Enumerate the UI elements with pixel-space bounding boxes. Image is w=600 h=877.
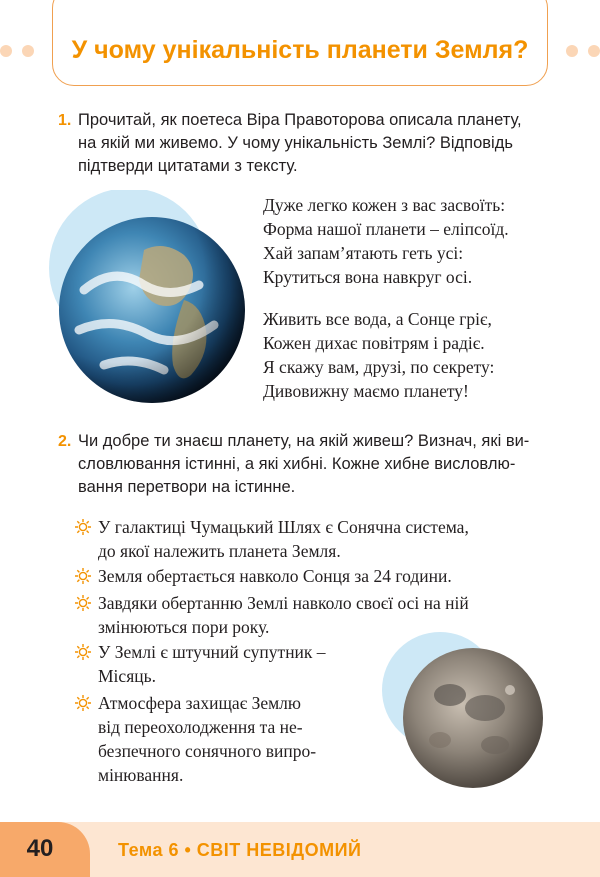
task-2-line: вання перетвори на істинне. — [78, 478, 296, 496]
earth-illustration — [34, 190, 254, 410]
task-2-line: словлювання істинні, а які хибні. Кожне хибне висловлю- — [78, 455, 516, 473]
statement-line: змінюються пори року. — [98, 617, 270, 637]
statement-line: Атмосфера захищає Землю — [98, 693, 301, 713]
page-title: У чому унікальність планети Земля? — [71, 36, 529, 64]
sun-icon — [74, 518, 92, 536]
decor-dot — [0, 45, 12, 57]
moon-illustration — [370, 630, 560, 790]
statement-1 — [98, 515, 469, 563]
task-1-line: Прочитай, як поетеса Віра Правоторова описала планету, — [78, 111, 522, 129]
statement-line: до якої належить планета Земля. — [98, 541, 341, 561]
statement-line: мінювання. — [98, 765, 184, 785]
statement-2 — [98, 564, 452, 588]
statement-line: безпечного сонячного випро- — [98, 741, 317, 761]
task-2-text — [78, 430, 588, 499]
decor-dot — [566, 45, 578, 57]
task-1-line: на якій ми живемо. У чому унікальність Землі? Відповідь — [78, 134, 513, 152]
statement-line: Земля обертається навколо Сонця за 24 години. — [98, 566, 452, 586]
moon-crater — [505, 685, 515, 695]
moon-crater — [429, 732, 451, 748]
task-2-line: Чи добре ти знаєш планету, на якій живеш? Визнач, які ви- — [78, 432, 530, 450]
statement-line: від переохолодження та не- — [98, 717, 303, 737]
poem-line: Хай запам’ятають геть усі: — [263, 243, 464, 263]
poem-line: Крутиться вона навкруг осі. — [263, 267, 473, 287]
statement-line: У галактиці Чумацький Шлях є Сонячна система, — [98, 517, 469, 537]
poem-line: Кожен дихає повітрям і радіє. — [263, 333, 485, 353]
moon-crater — [481, 736, 509, 754]
poem — [263, 193, 593, 403]
statement-line: Завдяки обертанню Землі навколо своєї осі на ній — [98, 593, 469, 613]
task-1-text — [78, 109, 578, 178]
task-1-number: 1. — [58, 112, 72, 129]
moon-crater — [465, 695, 505, 721]
statement-4 — [98, 640, 326, 688]
sun-icon — [74, 567, 92, 585]
sun-icon — [74, 694, 92, 712]
poem-line: Форма нашої планети – еліпсоїд. — [263, 219, 509, 239]
poem-line: Дуже легко кожен з вас засвоїть: — [263, 195, 506, 215]
poem-line: Я скажу вам, друзі, по секрету: — [263, 357, 495, 377]
moon-crater — [434, 684, 466, 706]
footer-topic: Тема 6 • СВІТ НЕВІДОМИЙ — [118, 840, 362, 860]
task-1-line: підтверди цитатами з тексту. — [78, 157, 298, 175]
statement-line: Місяць. — [98, 666, 156, 686]
sun-icon — [74, 643, 92, 661]
page-number: 40 — [26, 835, 54, 862]
poem-line: Дивовижну маємо планету! — [263, 381, 469, 401]
sun-icon — [74, 594, 92, 612]
poem-line: Живить все вода, а Сонце гріє, — [263, 309, 492, 329]
task-2-number: 2. — [58, 433, 72, 450]
decor-dot — [22, 45, 34, 57]
earth-shadow — [59, 217, 245, 403]
statement-5 — [98, 691, 316, 787]
decor-dot — [588, 45, 600, 57]
stanza-gap — [263, 289, 593, 307]
statement-line: У Землі є штучний супутник – — [98, 642, 326, 662]
